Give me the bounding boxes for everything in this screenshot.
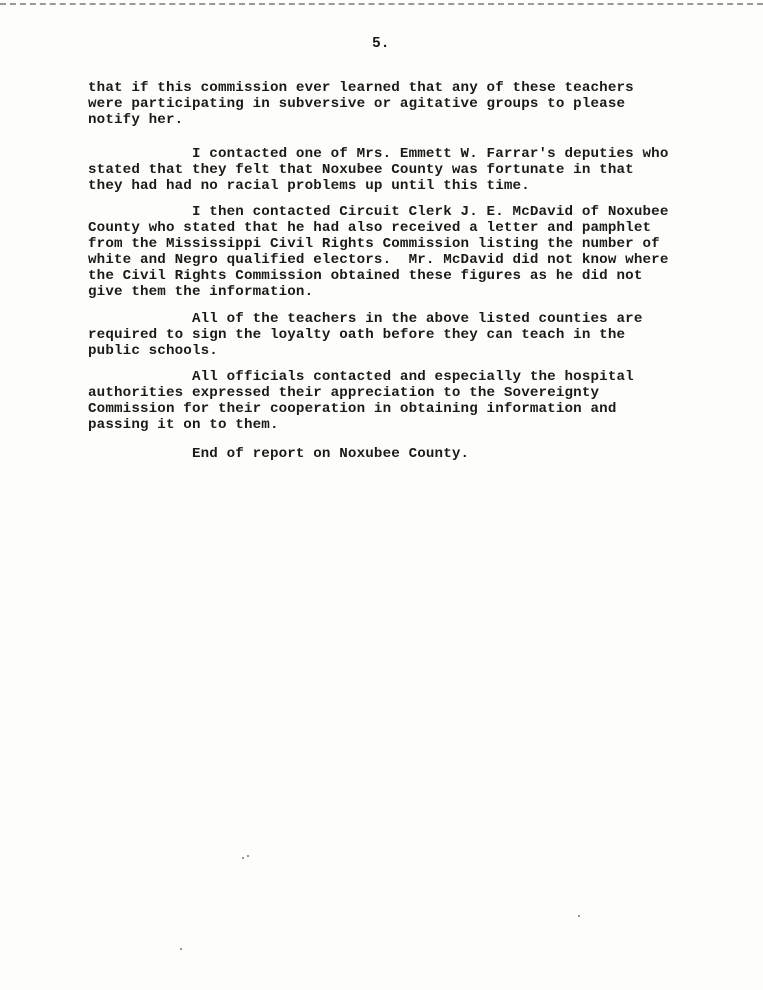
scan-speck <box>242 857 244 859</box>
paragraph-end-of-report: End of report on Noxubee County. <box>88 446 470 462</box>
scan-speck <box>180 948 182 950</box>
paragraph-deputies: I contacted one of Mrs. Emmett W. Farrar's deputies who stated that they felt that Noxubee County was fortunate in that they had had no racial problems up until this time. <box>88 146 669 194</box>
paragraph-notify: that if this commission ever learned that any of these teachers were participating in subversive or agitative groups to please notify her. <box>88 80 634 128</box>
scan-speck <box>247 855 249 857</box>
scan-speck <box>578 915 580 917</box>
page-number: 5. <box>372 36 390 52</box>
paragraph-circuit-clerk: I then contacted Circuit Clerk J. E. McDavid of Noxubee County who stated that he had also received a letter and pamphlet from the Mississippi Civil Rights Commission listing the number of white and Negro qualified electors. Mr. McDavid did not know where the Civil Rights Commission obtained these figures as he did not give them the information. <box>88 204 669 300</box>
scan-top-edge <box>0 3 763 5</box>
paragraph-appreciation: All officials contacted and especially the hospital authorities expressed their appreciation to the Sovereignty Commission for their cooperation in obtaining information and passing it on to them. <box>88 369 634 433</box>
paragraph-loyalty-oath: All of the teachers in the above listed counties are required to sign the loyalty oath before they can teach in the public schools. <box>88 311 643 359</box>
